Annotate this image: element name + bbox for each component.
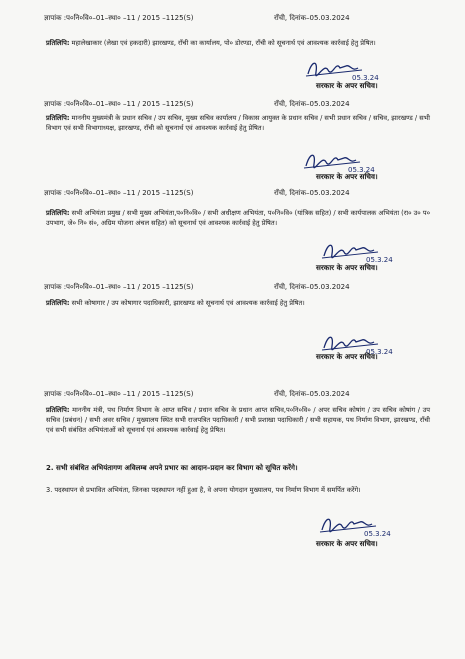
signature-date: 05.3.24 [348,166,375,174]
memo-date: राँची, दिनांक–05.03.2024 [274,14,350,22]
signature-date: 05.3.24 [366,256,393,264]
copy-label: प्रतिलिपि: [46,114,70,122]
signatory-4: सरकार के अपर सचिव। [316,352,378,361]
memo-number: ज्ञापांक :प०नि०वि०–01–स्था० –11 / 2015 –1125(S) [44,189,194,197]
signature-2 [300,148,380,174]
memo-date: राँची, दिनांक–05.03.2024 [274,283,350,291]
copy-paragraph-2 [46,113,430,133]
signatory-1: सरकार के अपर सचिव। [316,81,378,90]
signatory-5: सरकार के अपर सचिव। [316,539,378,548]
memo-number: ज्ञापांक :प०नि०वि०–01–स्था० –11 / 2015 –1125(S) [44,14,194,22]
signatory-2: सरकार के अपर सचिव। [316,172,378,181]
copy-label: प्रतिलिपि: [46,209,70,217]
signature-5 [316,512,396,538]
copy-body: माननीय मंत्री, पथ निर्माण विभाग के आप्त सचिव / प्रधान सचिव के प्रधान आप्त सचिव,प०नि०वि० / अपर सचिव कोषांग / उप सचिव कोषांग / उप सचिव (प्रबंधन) / सभी अवर सचिव / मुख्यालय स्थित सभी राजपत्रित पदाधिकारी / सभी प्रशाखा पदाधिकारी / सभी सहायक, पथ निर्माण विभाग, झारखण्ड, राँची एवं सभी संबंधित अभियंताओं को सूचनार्थ एवं आवश्यक कार्रवाई हेतु प्रेषित। [46,406,430,435]
copy-label: प्रतिलिपि: [46,406,70,414]
memo-number: ज्ञापांक :प०नि०वि०–01–स्था० –11 / 2015 –1125(S) [44,100,194,108]
copy-body: सभी कोषागार / उप कोषागार पदाधिकारी, झारखण्ड को सूचनार्थ एवं आवश्यक कार्रवाई हेतु प्रेषित। [69,299,305,307]
signature-3 [318,238,398,264]
copy-paragraph-4 [46,298,430,308]
instruction-point-3: 3. पदस्थापन से प्रभावित अभियंता, जिनका पदस्थापन नहीं हुआ है, वे अपना योगदान मुख्यालय, पथ निर्माण विभाग में समर्पित करेंगे। [46,486,361,494]
copy-label: प्रतिलिपि: [46,39,70,47]
memo-number: ज्ञापांक :प०नि०वि०–01–स्था० –11 / 2015 –1125(S) [44,390,194,398]
copy-paragraph-1 [46,38,430,48]
signature-date: 05.3.24 [366,348,393,356]
memo-date: राँची, दिनांक–05.03.2024 [274,189,350,197]
memo-date: राँची, दिनांक–05.03.2024 [274,100,350,108]
memo-number: ज्ञापांक :प०नि०वि०–01–स्था० –11 / 2015 –1125(S) [44,283,194,291]
instruction-point-2: 2. सभी संबंधित अभियंतागण अविलम्ब अपने प्रभार का आदान–प्रदान कर विभाग को सूचित करेंगे। [46,464,298,472]
copy-paragraph-3 [46,208,430,228]
signatory-3: सरकार के अपर सचिव। [316,263,378,272]
signature-date: 05.3.24 [352,74,379,82]
copy-body: सभी अभियंता प्रमुख / सभी मुख्य अभियंता,प०नि०वि० / सभी अधीक्षण अभियंता, प०नि०वि० (यांत्रिक सहित) / सभी कार्यपालक अभियंता (रा० उ० प० उपभाग, जे० नि० सं०, अग्रिम योजना अंचल सहित) को सूचनार्थ एवं आवश्यक कार्रवाई हेतु प्रेषित। [46,209,430,228]
copy-body: महालेखाकार (लेखा एवं हकदारी) झारखण्ड, राँची का कार्यालय, पो० डोरण्डा, राँची को सूचनार्थ एवं आवश्यक कार्रवाई हेतु प्रेषित। [69,39,376,47]
copy-label: प्रतिलिपि: [46,299,70,307]
memo-date: राँची, दिनांक–05.03.2024 [274,390,350,398]
copy-paragraph-5 [46,405,430,436]
copy-body: माननीय मुख्यमंत्री के प्रधान सचिव / उप सचिव, मुख्य सचिव कार्यालय / विकास आयुक्त के प्रधान सचिव / सभी प्रधान सचिव / सचिव, झारखण्ड / सभी विभाग एवं सभी विभागाध्यक्ष, झारखण्ड, राँची को सूचनार्थ एवं आवश्यक कार्रवाई हेतु प्रेषित। [46,114,430,133]
signature-date: 05.3.24 [364,530,391,538]
signature-1 [302,56,382,82]
